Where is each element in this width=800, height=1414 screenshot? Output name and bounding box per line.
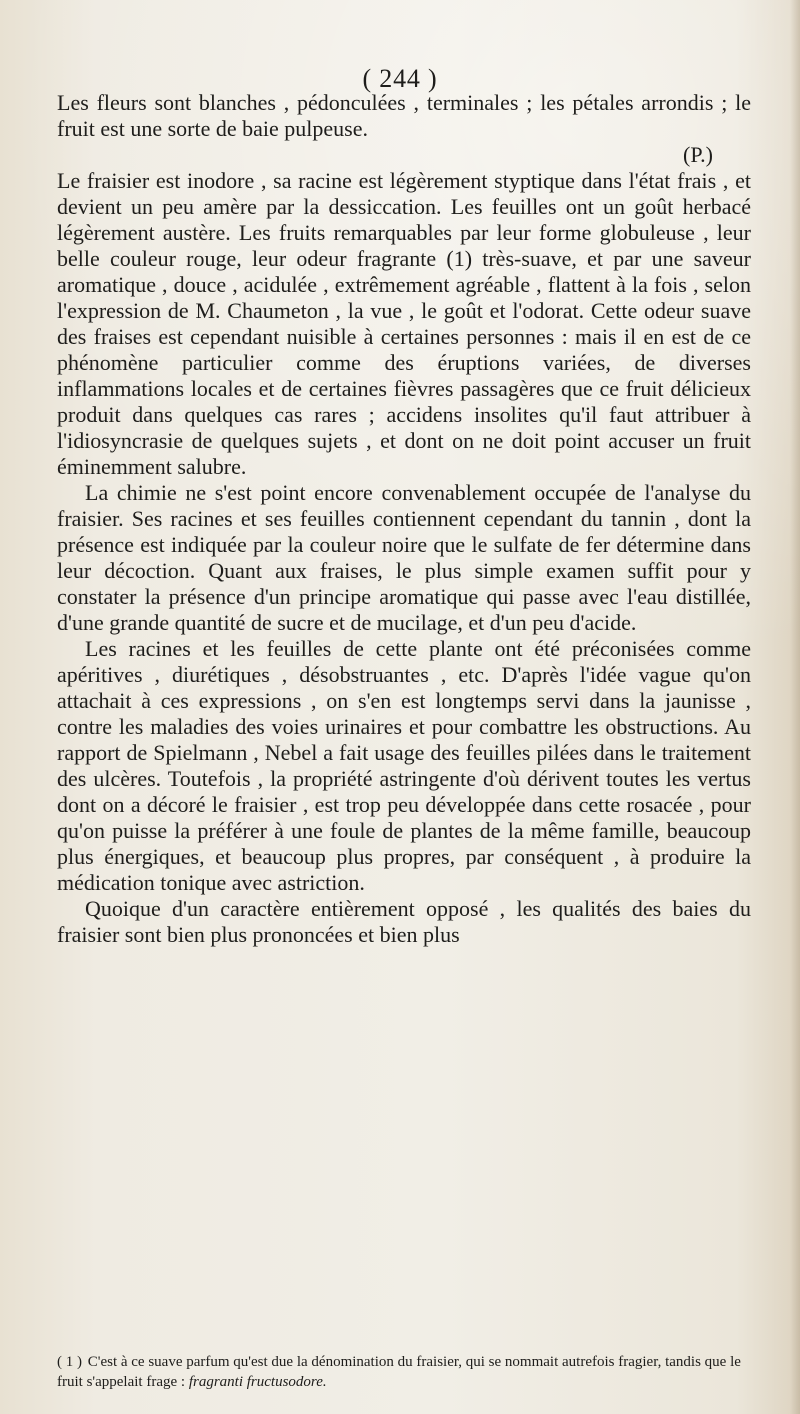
footnote-text: C'est à ce suave parfum qu'est due la dénomination du fraisier, qui se nommait autrefois fragier, tandis que le fruit s'appelait frage : <box>57 1354 741 1390</box>
paragraph-3: La chimie ne s'est point encore convenablement occupée de l'analyse du fraisier. Ses racines et ses feuilles contiennent cependant du tannin , dont la présence est indiquée par la couleur noire que le sulfate de fer détermine dans leur décoction. Quant aux fraises, le plus simple examen suffit pour y constater la présence d'un principe aromatique qui passe avec l'eau distillée, d'une grande quantité de sucre et de mucilage, et d'un peu d'acide. <box>57 480 751 635</box>
paragraph-5: Quoique d'un caractère entièrement opposé , les qualités des baies du fraisier sont bien plus prononcées et bien plus <box>57 896 751 947</box>
author-initials: (P.) <box>683 142 713 167</box>
page-number: ( 244 ) <box>362 64 438 93</box>
page-edge-shadow <box>790 0 800 1414</box>
paragraph-4: Les racines et les feuilles de cette plante ont été préconisées comme apéritives , diurétiques , désobstruantes , etc. D'après l'idée vague qu'on attachait à ces expressions , on s'en est longtemps servi dans la jaunisse , contre les maladies des voies urinaires et pour combattre les obstructions. Au rapport de Spielmann , Nebel a fait usage des feuilles pilées dans le traitement des ulcères. Toutefois , la propriété astringente d'où dérivent toutes les vertus dont on a décoré le fraisier , est trop peu développée dans cette rosacée , pour qu'on puisse la préférer à une foule de plantes de la même famille, beaucoup plus énergiques, et beaucoup plus propres, par conséquent , à produire la médication tonique avec astriction. <box>57 636 751 895</box>
paragraph-1: Les fleurs sont blanches , pédonculées , terminales ; les pétales arrondis ; le fruit est une sorte de baie pulpeuse. <box>57 90 751 141</box>
paragraph-2: Le fraisier est inodore , sa racine est légèrement styptique dans l'état frais , et devient un peu amère par la dessiccation. Les feuilles ont un goût herbacé légèrement austère. Les fruits remarquables par leur forme globuleuse , leur belle couleur rouge, leur odeur fragrante (1) très-suave, et par une saveur aromatique , douce , acidulée , extrêmement agréable , flattent à la fois , selon l'expression de M. Chaumeton , la vue , le goût et l'odorat. Cette odeur suave des fraises est cependant nuisible à certaines personnes : mais il en est de ce phénomène particulier comme des éruptions variées, de diverses inflammations locales et de certaines fièvres passagères que ce fruit délicieux produit dans quelques cas rares ; accidens insolites qu'il faut attribuer à l'idiosyncrasie de quelques sujets , et dont on ne doit point accuser un fruit éminemment salubre. <box>57 168 751 479</box>
main-text <box>57 90 751 948</box>
footnote-italic: fragranti fructusodore. <box>188 1374 327 1390</box>
footnote <box>57 1352 751 1392</box>
footnote-marker: ( 1 ) <box>57 1354 82 1370</box>
